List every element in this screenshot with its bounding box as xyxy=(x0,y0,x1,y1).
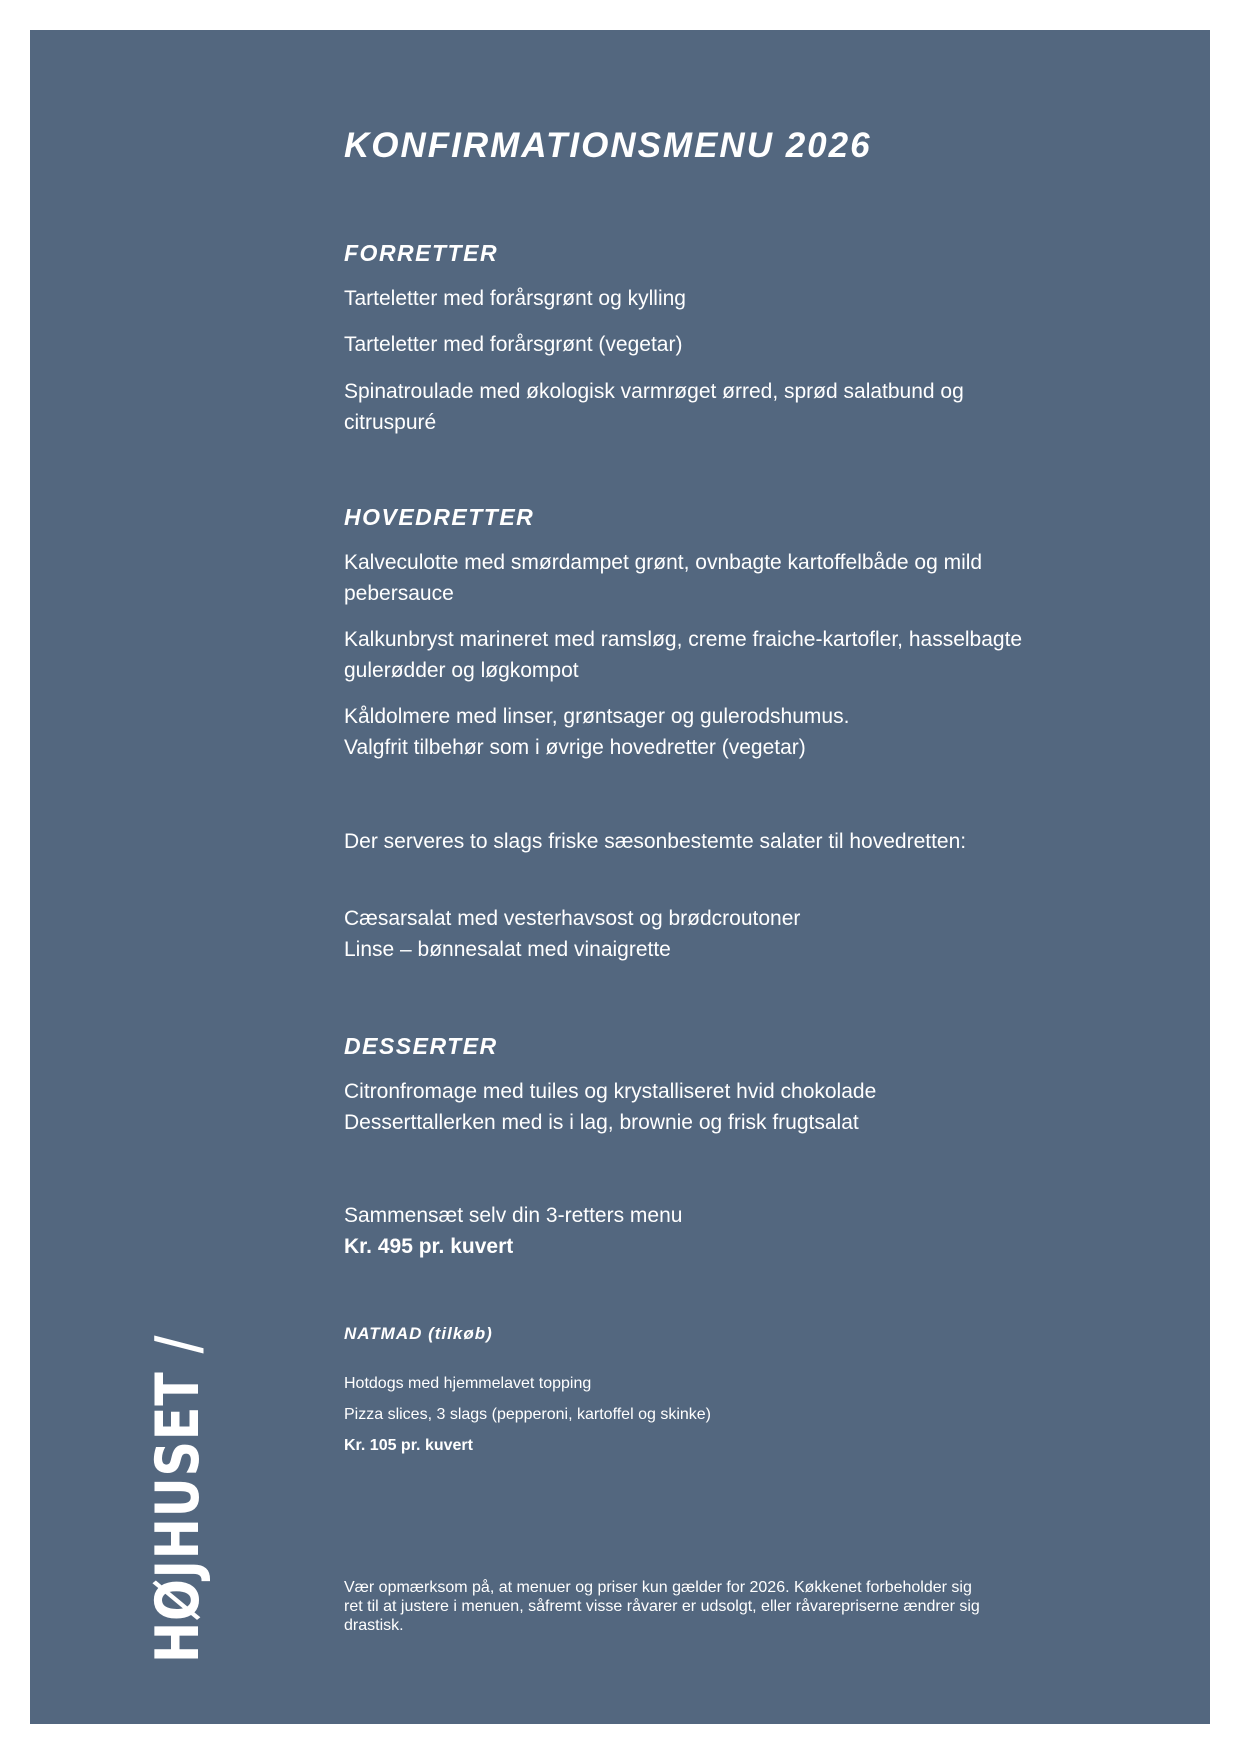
menu-compose-text: Sammensæt selv din 3-retters menu xyxy=(344,1204,683,1227)
hovedret-item-2: Kalkunbryst marineret med ramsløg, creme fraiche-kartofler, hasselbagte gulerødder og løgkompot xyxy=(344,628,1023,682)
dessert-item-2: Desserttallerken med is i lag, brownie og frisk frugtsalat xyxy=(344,1111,859,1134)
forret-item-1: Tarteletter med forårsgrønt og kylling xyxy=(344,287,686,310)
menu-title: KONFIRMATIONSMENU 2026 xyxy=(344,126,872,165)
hovedret-item-3: Kåldolmere med linser, grøntsager og gulerodshumus. xyxy=(344,705,850,728)
hojhuset-logo xyxy=(143,1263,213,1663)
natmad-item-1: Hotdogs med hjemmelavet topping xyxy=(344,1375,592,1392)
hovedret-item-1: Kalveculotte med smørdampet grønt, ovnbagte kartoffelbåde og mild pebersauce xyxy=(344,551,983,605)
forret-item-3: Spinatroulade med økologisk varmrøget ørred, sprød salatbund og citruspuré xyxy=(344,380,964,434)
natmad-heading: NATMAD (tilkøb) xyxy=(344,1324,493,1343)
hovedret-item-4: Valgfrit tilbehør som i øvrige hovedretter (vegetar) xyxy=(344,736,806,759)
hovedretter-heading: HOVEDRETTER xyxy=(344,504,535,530)
forret-item-2: Tarteletter med forårsgrønt (vegetar) xyxy=(344,333,683,356)
natmad-item-2: Pizza slices, 3 slags (pepperoni, kartoffel og skinke) xyxy=(344,1406,711,1423)
natmad-price: Kr. 105 pr. kuvert xyxy=(344,1437,473,1454)
menu-price: Kr. 495 pr. kuvert xyxy=(344,1235,514,1258)
salat-item-2: Linse – bønnesalat med vinaigrette xyxy=(344,938,671,961)
logo-text: HØJHUSET / xyxy=(143,1334,213,1663)
dessert-item-1: Citronfromage med tuiles og krystalliseret hvid chokolade xyxy=(344,1080,877,1103)
salat-item-1: Cæsarsalat med vesterhavsost og brødcroutoner xyxy=(344,907,801,930)
forretter-heading: FORRETTER xyxy=(344,240,499,266)
menu-panel xyxy=(30,30,1210,1724)
disclaimer-note: Vær opmærksom på, at menuer og priser kun gælder for 2026. Køkkenet forbeholder sig ret til at justere i menuen, såfremt visse råvarer er udsolgt, eller råvarepriserne ændrer sig drastisk. xyxy=(344,1579,980,1634)
desserter-heading: DESSERTER xyxy=(344,1033,498,1059)
salater-intro: Der serveres to slags friske sæsonbestemte salater til hovedretten: xyxy=(344,830,967,853)
